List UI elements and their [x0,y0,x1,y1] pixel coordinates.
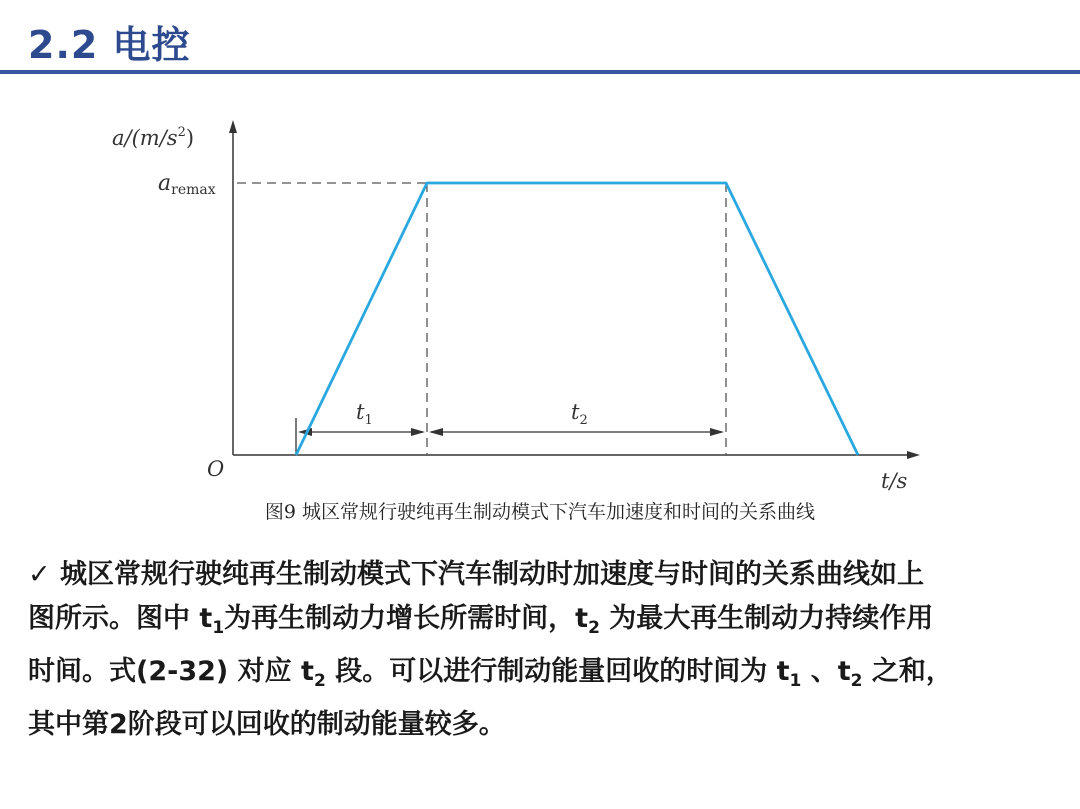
subscript: 1 [789,671,802,691]
body-line-2 [28,597,1058,650]
y-axis-label: $a/(m/s^2)$ [112,125,195,150]
max-level-label: aremax [158,171,216,198]
body-line-1 [28,553,1058,597]
subscript: 1 [212,618,225,638]
origin-label: O [207,457,225,481]
t1-label: $t_1$ [356,400,373,428]
x-axis-arrow-icon [907,451,920,459]
figure-caption: 图9 城区常规行驶纯再生制动模式下汽车加速度和时间的关系曲线 [264,501,816,523]
slide-title: 2.2 电控 [28,23,191,67]
subscript: 2 [588,618,600,638]
t1-right-arrow-icon [411,428,425,436]
body-paragraph [28,553,1058,747]
subscript: 2 [850,671,863,691]
body-line-4 [28,703,1058,747]
body-text-span: 、t [801,656,851,687]
body-line-3 [28,650,1058,703]
check-icon: ✓ [28,559,51,590]
body-text-span: 之和， [862,656,953,687]
t2-left-arrow-icon [429,428,443,436]
y-axis-arrow-icon [229,120,237,133]
x-axis-label: t/s [881,469,908,493]
t2-right-arrow-icon [710,428,724,436]
body-text-span: 为最大再生制动力持续作用 [599,603,934,634]
subscript: 2 [313,671,326,691]
body-text-span: 时间。式(2-32) 对应 t [28,656,314,687]
body-text-span: 图所示。图中 t [28,603,213,634]
t2-label: $t_2$ [571,400,588,428]
body-text-span: 为再生制动力增长所需时间，t [224,603,589,634]
body-text-span: 其中第2阶段可以回收的制动能量较多。 [28,709,506,740]
body-text-span: 段。可以进行制动能量回收的时间为 t [325,656,790,687]
body-text-span: 城区常规行驶纯再生制动模式下汽车制动时加速度与时间的关系曲线如上 [60,559,924,590]
